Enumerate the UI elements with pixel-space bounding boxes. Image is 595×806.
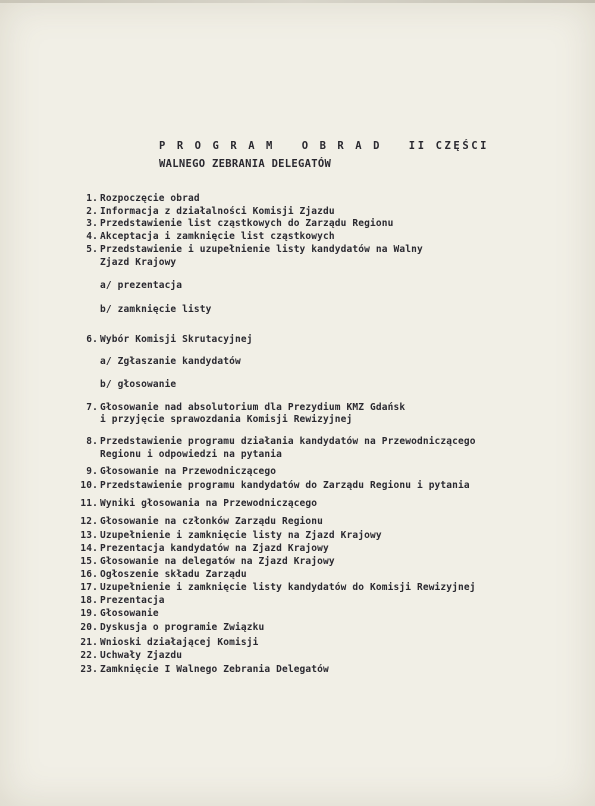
agenda-item <box>78 556 578 569</box>
heading-line-2: WALNEGO ZEBRANIA DELEGATÓW <box>159 158 332 170</box>
agenda-item-number: 5. <box>86 243 98 255</box>
agenda-item <box>78 664 578 677</box>
agenda-item-number: 16. <box>80 569 98 581</box>
agenda-item-number: 20. <box>80 622 98 634</box>
agenda-item <box>78 466 578 479</box>
agenda-item <box>78 206 578 219</box>
agenda-subitems <box>100 280 578 316</box>
agenda-item <box>78 436 578 461</box>
agenda-item-text: Zamknięcie I Walnego Zebrania Delegatów <box>100 664 329 676</box>
document-heading <box>159 137 489 173</box>
agenda-item-number: 15. <box>80 555 98 567</box>
agenda-item-number: 12. <box>80 515 98 527</box>
agenda-item-number: 2. <box>86 205 98 217</box>
agenda-item-number: 17. <box>80 582 98 594</box>
agenda-item-number: 8. <box>86 436 98 448</box>
agenda-item-number: 22. <box>80 649 98 661</box>
agenda-item-text: Rozpoczęcie obrad <box>100 193 200 204</box>
agenda-item-text: Przedstawienie i uzupełnienie listy kandydatów na Walny <box>100 243 423 255</box>
agenda-item <box>78 218 578 231</box>
agenda-item <box>78 637 578 650</box>
heading-line-1: P R O G R A M O B R A D II CZĘŚCI <box>159 140 490 152</box>
agenda-item-number: 1. <box>86 193 98 204</box>
agenda-item <box>78 543 578 556</box>
agenda-item <box>78 244 578 317</box>
agenda-item-text: Głosowanie na delegatów na Zjazd Krajowy <box>100 555 335 567</box>
agenda-item <box>78 582 578 595</box>
agenda-item-number: 23. <box>80 664 98 676</box>
agenda-item-text: Prezentacja kandydatów na Zjazd Krajowy <box>100 543 329 555</box>
agenda-subitem: a/ prezentacja <box>100 280 183 292</box>
agenda-item <box>78 193 578 206</box>
agenda-item-number: 13. <box>80 530 98 542</box>
agenda-item-number: 3. <box>86 218 98 230</box>
agenda-item-text: Prezentacja <box>100 594 165 606</box>
agenda-item-number: 21. <box>80 636 98 648</box>
agenda-item <box>78 569 578 582</box>
agenda-item-text: Głosowanie nad absolutorium dla Prezydium KMZ Gdańsk <box>100 401 406 413</box>
agenda-item-number: 6. <box>86 333 98 345</box>
agenda-item-text: Przedstawienie programu kandydatów do Zarządu Regionu i pytania <box>100 480 470 492</box>
agenda-item <box>78 608 578 621</box>
agenda-item-number: 11. <box>80 497 98 509</box>
agenda-item <box>78 334 578 392</box>
agenda-item-text: Uzupełnienie i zamknięcie listy kandydatów do Komisji Rewizyjnej <box>100 582 476 594</box>
agenda-item-number: 14. <box>80 543 98 555</box>
agenda-item <box>78 622 578 635</box>
agenda-item-text: Przedstawienie list cząstkowych do Zarządu Regionu <box>100 218 394 230</box>
agenda-item-text: Wybór Komisji Skrutacyjnej <box>100 333 253 345</box>
agenda-item <box>78 650 578 663</box>
agenda-item <box>78 498 578 511</box>
agenda-item-number: 9. <box>86 465 98 477</box>
agenda-subitem: b/ głosowanie <box>100 379 177 391</box>
agenda-item-number: 7. <box>86 401 98 413</box>
agenda-item <box>78 530 578 543</box>
agenda-item-text: Głosowanie na Przewodniczącego <box>100 465 277 477</box>
agenda-item-text: Głosowanie <box>100 607 159 619</box>
agenda-list <box>78 193 578 677</box>
agenda-item-text: Ogłoszenie składu Zarządu <box>100 569 247 581</box>
agenda-item-number: 19. <box>80 607 98 619</box>
agenda-item-text: Wyniki głosowania na Przewodniczącego <box>100 497 318 509</box>
agenda-item-text: Uchwały Zjazdu <box>100 649 183 661</box>
agenda-item-text: Dyskusja o programie Związku <box>100 622 265 634</box>
agenda-item <box>78 231 578 244</box>
agenda-item-number: 10. <box>80 480 98 492</box>
agenda-item-number: 18. <box>80 594 98 606</box>
agenda-item-text: Uzupełnienie i zamknięcie listy na Zjazd Krajowy <box>100 530 382 542</box>
agenda-item-text: Akceptacja i zamknięcie list cząstkowych <box>100 231 335 243</box>
agenda-subitem: b/ zamknięcie listy <box>100 303 212 315</box>
agenda-subitems <box>100 356 578 391</box>
agenda-item-text: Wnioski działającej Komisji <box>100 636 259 648</box>
page-top-edge <box>0 0 595 3</box>
agenda-item-text: Informacja z działalności Komisji Zjazdu <box>100 205 335 217</box>
agenda-item-text: Głosowanie na członków Zarządu Regionu <box>100 515 324 527</box>
agenda-item-continuation: i przyjęcie sprawozdania Komisji Rewizyjnej <box>100 414 353 426</box>
agenda-item <box>78 595 578 608</box>
agenda-subitem: a/ Zgłaszanie kandydatów <box>100 356 241 368</box>
agenda-item <box>78 516 578 529</box>
agenda-item <box>78 402 578 427</box>
agenda-item-number: 4. <box>86 231 98 243</box>
agenda-item-continuation: Regionu i odpowiedzi na pytania <box>100 448 282 460</box>
agenda-item-continuation: Zjazd Krajowy <box>100 256 177 268</box>
agenda-item-text: Przedstawienie programu działania kandydatów na Przewodniczącego <box>100 436 476 448</box>
agenda-item <box>78 480 578 493</box>
